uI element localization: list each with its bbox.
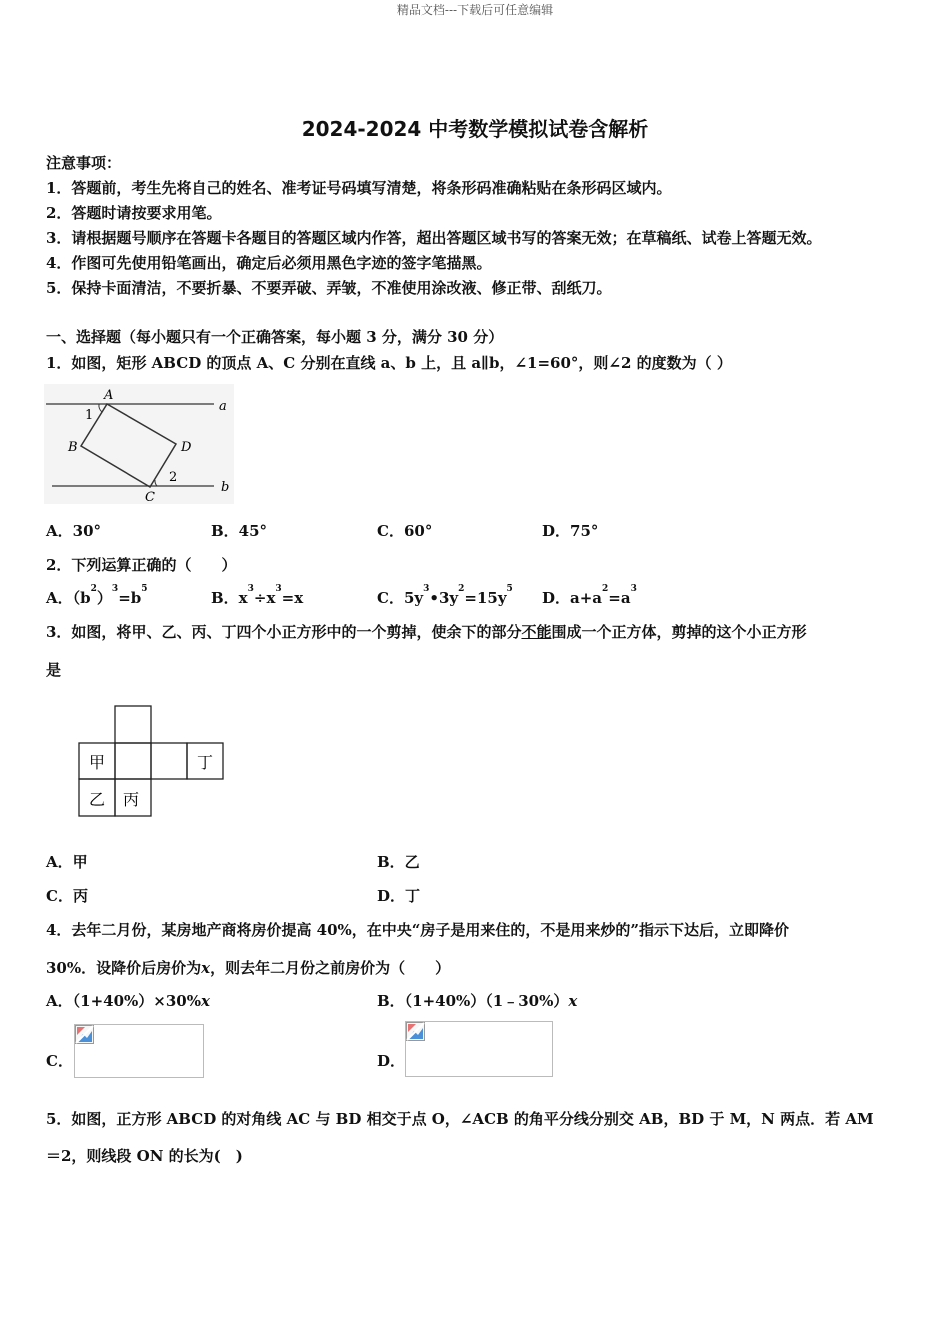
page-title: 2024-2024 中考数学模拟试卷含解析 bbox=[301, 117, 649, 141]
q1-stem: 1．如图，矩形 ABCD 的顶点 A、C 分别在直线 a、b 上，且 a∥b，∠1=60°，则∠2 的度数为（ ） bbox=[46, 354, 732, 372]
q3-option-b: B．乙 bbox=[377, 853, 420, 871]
notice-item-2: 2．答题时请按要求用笔。 bbox=[46, 204, 222, 222]
q4-option-b: B．（1+40%）（1﹣30%）x bbox=[377, 992, 578, 1010]
q4-option-a: A．（1+40%）×30%x bbox=[46, 992, 210, 1010]
q1-option-d: D．75° bbox=[542, 522, 599, 540]
q1-label-a: a bbox=[219, 399, 227, 414]
q3-option-c: C．丙 bbox=[46, 887, 88, 905]
broken-image-icon bbox=[406, 1022, 425, 1041]
q3-net-figure bbox=[78, 705, 226, 819]
q1-label-1: 1 bbox=[85, 408, 94, 423]
q5-stem-line2: ＝2，则线段 ON 的长为( ) bbox=[46, 1147, 243, 1165]
q2-option-a: A．$(b^2)^3=b^5$ bbox=[46, 584, 148, 607]
q2-stem: 2．下列运算正确的（ ） bbox=[46, 556, 237, 574]
notice-item-4: 4．作图可先使用铅笔画出，确定后必须用黑色字迹的签字笔描黑。 bbox=[46, 254, 492, 272]
q4-stem-line2: 30%．设降价后房价为x，则去年二月份之前房价为（ ） bbox=[46, 959, 451, 977]
q2-option-b: B．$x^3\div x^3=x$ bbox=[211, 584, 304, 607]
q1-label-A: A bbox=[104, 388, 114, 403]
q3-cell-ding: 丁 bbox=[197, 753, 214, 772]
q3-cell-yi: 乙 bbox=[89, 790, 106, 809]
broken-image-icon bbox=[75, 1025, 94, 1044]
page-header: 精品文档---下载后可任意编辑 bbox=[396, 3, 554, 17]
notice-item-1: 1．答题前，考生先将自己的姓名、准考证号码填写清楚，将条形码准确粘贴在条形码区域内。 bbox=[46, 179, 672, 197]
q1-label-C: C bbox=[145, 490, 155, 504]
q5-stem-line1: 5．如图，正方形 ABCD 的对角线 AC 与 BD 相交于点 O，∠ACB 的角平分线分别交 AB，BD 于 M，N 两点．若 AM bbox=[46, 1110, 874, 1128]
q3-cell-bing: 丙 bbox=[123, 790, 140, 809]
q1-option-a: A．30° bbox=[46, 522, 102, 540]
q4-option-c-image bbox=[74, 1024, 204, 1078]
q1-option-b: B．45° bbox=[211, 522, 268, 540]
q1-option-c: C．60° bbox=[377, 522, 433, 540]
q1-label-2: 2 bbox=[169, 470, 178, 485]
notice-heading: 注意事项： bbox=[46, 154, 122, 172]
q1-label-b: b bbox=[221, 480, 230, 495]
q4-option-d-label: D． bbox=[377, 1052, 406, 1070]
q3-stem-line2: 是 bbox=[46, 661, 62, 679]
notice-item-5: 5．保持卡面清洁，不要折暴、不要弄破、弄皱，不准使用涂改液、修正带、刮纸刀。 bbox=[46, 279, 612, 297]
q3-cell-jia: 甲 bbox=[89, 753, 106, 772]
notice-item-3: 3．请根据题号顺序在答题卡各题目的答题区域内作答，超出答题区域书写的答案无效；在草稿纸、试卷上答题无效。 bbox=[46, 229, 822, 247]
q3-stem: 3．如图，将甲、乙、丙、丁四个小正方形中的一个剪掉，使余下的部分不能围成一个正方体，剪掉的这个小正方形 bbox=[46, 623, 807, 641]
q4-option-d-image bbox=[405, 1021, 553, 1077]
q3-option-d: D．丁 bbox=[377, 887, 421, 905]
q3-option-a: A．甲 bbox=[46, 853, 88, 871]
q2-option-d: D．$a+a^2=a^3$ bbox=[542, 584, 637, 607]
q1-label-D: D bbox=[181, 440, 192, 455]
section-heading: 一、选择题（每小题只有一个正确答案，每小题 3 分，满分 30 分） bbox=[46, 328, 504, 346]
q1-label-B: B bbox=[68, 440, 78, 455]
q4-option-c-label: C． bbox=[46, 1052, 73, 1070]
q1-figure bbox=[44, 384, 234, 504]
q2-option-c: C．$5y^3•3y^2=15y^5$ bbox=[377, 584, 513, 607]
q4-stem-line1: 4．去年二月份，某房地产商将房价提高 40%，在中央“房子是用来住的，不是用来炒的”指示下达后，立即降价 bbox=[46, 921, 790, 939]
